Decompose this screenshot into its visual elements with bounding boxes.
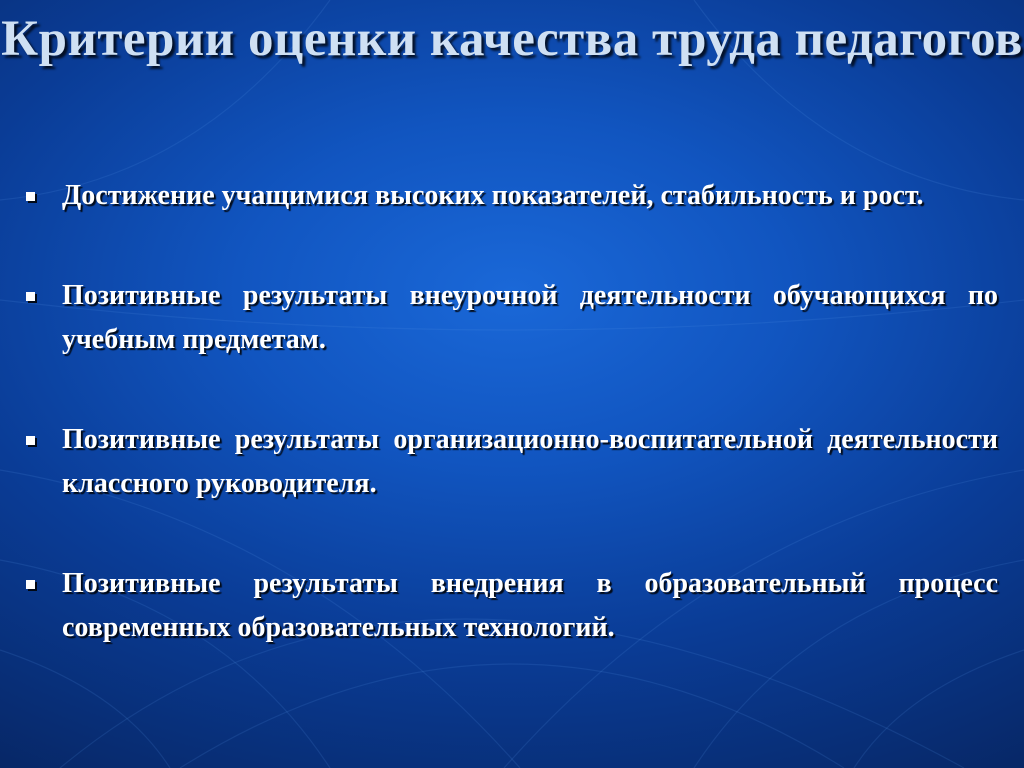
bullet-list bbox=[22, 174, 998, 706]
slide-title: Критерии оценки качества труда педагогов bbox=[1, 11, 1023, 67]
square-bullet-icon bbox=[26, 292, 35, 301]
square-bullet-icon bbox=[26, 580, 35, 589]
bullet-text: Достижение учащимися высоких показателей, стабильность и рост. bbox=[62, 180, 924, 211]
square-bullet-icon bbox=[26, 436, 35, 445]
bullet-item bbox=[22, 174, 998, 218]
bullet-text: Позитивные результаты организационно-воспитательной деятельности классного руководителя. bbox=[62, 424, 998, 499]
bullet-text: Позитивные результаты внедрения в образовательный процесс современных образовательных технологий. bbox=[62, 568, 998, 643]
bullet-item bbox=[22, 274, 998, 362]
bullet-item bbox=[22, 418, 998, 506]
bullet-text: Позитивные результаты внеурочной деятельности обучающихся по учебным предметам. bbox=[62, 280, 998, 355]
square-bullet-icon bbox=[26, 192, 35, 201]
bullet-item bbox=[22, 562, 998, 650]
